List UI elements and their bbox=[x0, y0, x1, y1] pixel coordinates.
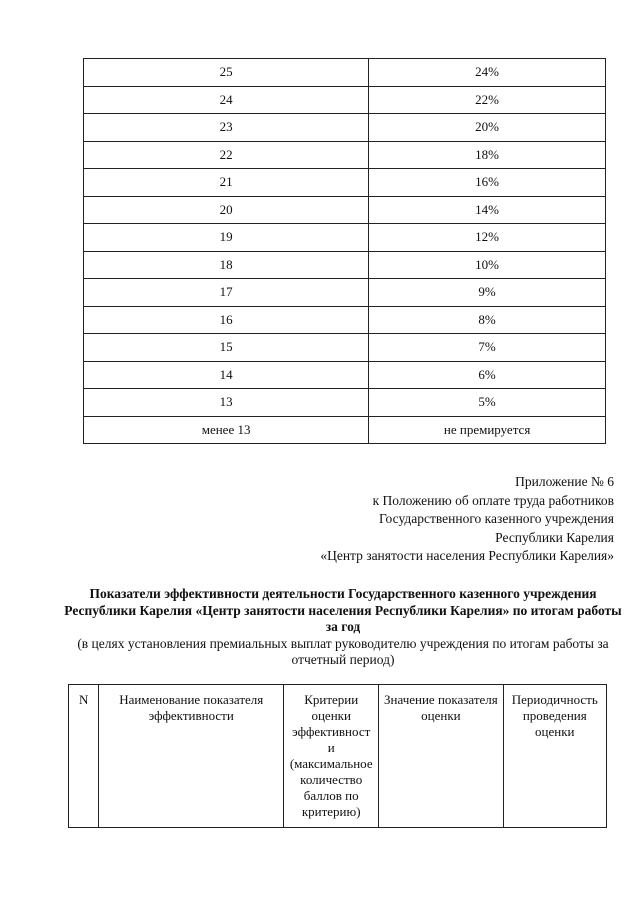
percent-cell: 7% bbox=[369, 334, 606, 362]
score-cell: 25 bbox=[84, 59, 369, 87]
header-value: Значение показателя оценки bbox=[379, 685, 503, 828]
score-cell: менее 13 bbox=[84, 416, 369, 444]
score-row bbox=[84, 224, 606, 252]
header-indicator-name: Наименование показателя эффективности bbox=[99, 685, 284, 828]
score-row bbox=[84, 141, 606, 169]
header-number: N bbox=[69, 685, 99, 828]
score-cell: 24 bbox=[84, 86, 369, 114]
score-cell: 19 bbox=[84, 224, 369, 252]
score-cell: 20 bbox=[84, 196, 369, 224]
score-row bbox=[84, 196, 606, 224]
score-row bbox=[84, 416, 606, 444]
score-row bbox=[84, 334, 606, 362]
score-row bbox=[84, 279, 606, 307]
appendix-note bbox=[320, 473, 614, 566]
appendix-line: Приложение № 6 bbox=[515, 474, 614, 489]
percent-cell: 5% bbox=[369, 389, 606, 417]
score-cell: 16 bbox=[84, 306, 369, 334]
percent-cell: 20% bbox=[369, 114, 606, 142]
percent-cell: 22% bbox=[369, 86, 606, 114]
percent-cell: 12% bbox=[369, 224, 606, 252]
appendix-line: к Положению об оплате труда работников bbox=[372, 492, 614, 508]
appendix-line: Государственного казенного учреждения bbox=[378, 511, 614, 526]
score-cell: 15 bbox=[84, 334, 369, 362]
score-row bbox=[84, 86, 606, 114]
score-cell: 13 bbox=[84, 389, 369, 417]
score-row bbox=[84, 361, 606, 389]
score-cell: 18 bbox=[84, 251, 369, 279]
percent-cell: 8% bbox=[369, 306, 606, 334]
title-subtitle: (в целях установления премиальных выплат руководителю учреждения по итогам работы за отчетный период) bbox=[77, 635, 609, 667]
score-cell: 21 bbox=[84, 169, 369, 197]
percent-cell: 10% bbox=[369, 251, 606, 279]
score-row bbox=[84, 306, 606, 334]
score-percent-table bbox=[83, 58, 606, 444]
percent-cell: 14% bbox=[369, 196, 606, 224]
score-row bbox=[84, 389, 606, 417]
header-periodicity: Периодичность проведения оценки bbox=[503, 685, 606, 828]
appendix-line: Республики Карелия bbox=[495, 529, 614, 545]
score-cell: 23 bbox=[84, 114, 369, 142]
appendix-line: «Центр занятости населения Республики Карелия» bbox=[320, 548, 614, 563]
title-heading: Показатели эффективности деятельности Государственного казенного учреждения Республики Карелия «Центр занятости населения Республики Карелия» по итогам работы за год bbox=[64, 586, 622, 634]
score-row bbox=[84, 59, 606, 87]
kpi-table bbox=[68, 684, 607, 828]
percent-cell: 24% bbox=[369, 59, 606, 87]
score-cell: 14 bbox=[84, 361, 369, 389]
score-cell: 17 bbox=[84, 279, 369, 307]
score-cell: 22 bbox=[84, 141, 369, 169]
kpi-header-row bbox=[69, 685, 607, 828]
percent-cell: не премируется bbox=[369, 416, 606, 444]
header-criteria: Критерии оценки эффективност и (максимальное количество баллов по критерию) bbox=[284, 685, 379, 828]
percent-cell: 9% bbox=[369, 279, 606, 307]
score-row bbox=[84, 169, 606, 197]
score-row bbox=[84, 251, 606, 279]
percent-cell: 18% bbox=[369, 141, 606, 169]
document-title bbox=[60, 586, 626, 669]
percent-cell: 6% bbox=[369, 361, 606, 389]
percent-cell: 16% bbox=[369, 169, 606, 197]
score-row bbox=[84, 114, 606, 142]
